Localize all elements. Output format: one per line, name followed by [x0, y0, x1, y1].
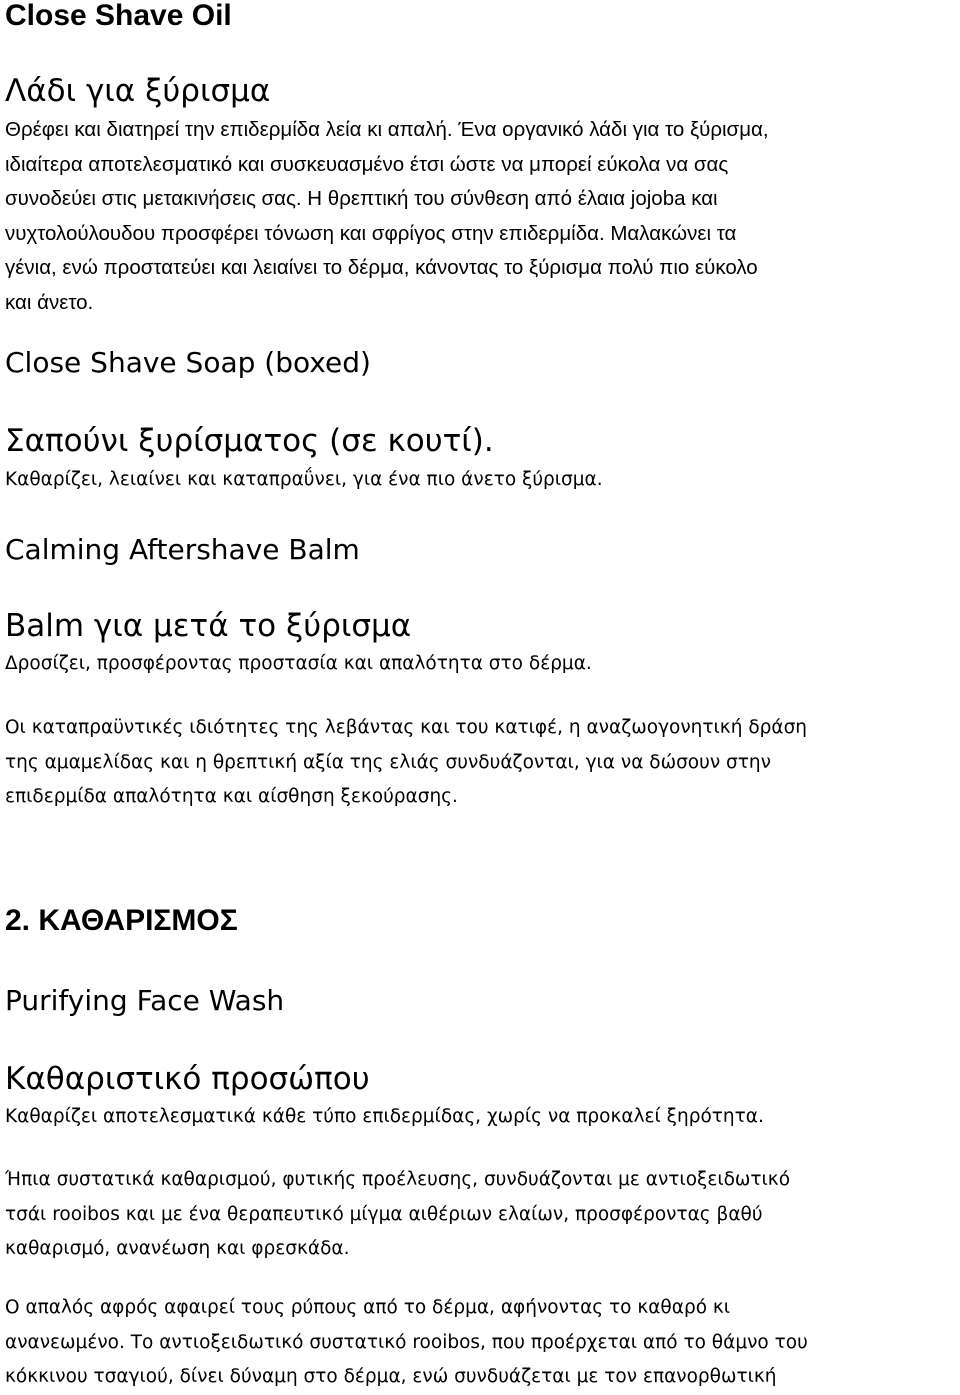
product-subtitle-close-shave-soap: Σαπούνι ξυρίσματος (σε κουτί). [5, 423, 494, 459]
description-line: Οι καταπραϋντικές ιδιότητες της λεβάντας και του κατιφέ, η αναζωογονητική δράση [5, 717, 808, 738]
product-title-purifying-face-wash: Purifying Face Wash [5, 984, 285, 1017]
description-line: νυχτολούλουδου προσφέρει τόνωση και σφρίγος στην επιδερμίδα. Μαλακώνει τα [5, 221, 737, 245]
description-line: Θρέφει και διατηρεί την επιδερμίδα λεία κι απαλή. Ένα οργανικό λάδι για το ξύρισμα, [5, 118, 769, 141]
product-title-calming-aftershave-balm: Calming Aftershave Balm [5, 533, 360, 566]
product-title-close-shave-oil: Close Shave Oil [5, 0, 232, 32]
description-line: συνοδεύει στις μετακινήσεις σας. Η θρεπτική του σύνθεση από έλαια jojoba και [5, 187, 718, 210]
product-description-close-shave-soap: Καθαρίζει, λειαίνει και καταπραΰνει, για ένα πιο άνετο ξύρισμα. [5, 469, 603, 490]
description-line: κόκκινου τσαγιού, δίνει δύναμη στο δέρμα, ενώ συνδυάζεται με τον επανορθωτική [5, 1366, 777, 1387]
product-summary-calming-aftershave-balm: Δροσίζει, προσφέροντας προστασία και απαλότητα στο δέρμα. [5, 653, 592, 674]
description-line: επιδερμίδα απαλότητα και αίσθηση ξεκούρασης. [5, 786, 458, 807]
product-description-calming-aftershave-balm [5, 711, 956, 815]
product-description-purifying-face-wash-b [5, 1291, 956, 1395]
description-line: Ο απαλός αφρός αφαιρεί τους ρύπους από το δέρμα, αφήνοντας το καθαρό κι [5, 1297, 731, 1318]
product-description-close-shave-oil [5, 113, 769, 320]
product-subtitle-calming-aftershave-balm: Balm για μετά το ξύρισμα [5, 608, 412, 644]
product-subtitle-purifying-face-wash: Καθαριστικό προσώπου [5, 1061, 370, 1097]
product-subtitle-close-shave-oil: Λάδι για ξύρισμα [5, 73, 271, 109]
description-line: τσάι rooibos και με ένα θεραπευτικό μίγμα αιθέριων ελαίων, προσφέροντας βαθύ [5, 1203, 763, 1225]
description-line: γένια, ενώ προστατεύει και λειαίνει το δέρμα, κάνοντας το ξύρισμα πολύ πιο εύκολο [5, 256, 758, 279]
description-line: ιδιαίτερα αποτελεσματικό και συσκευασμένο έτσι ώστε να μπορεί εύκολα να σας [5, 152, 729, 176]
description-line: ανανεωμένο. Το αντιοξειδωτικό συστατικό rooibos, που προέρχεται από το θάμνο του [5, 1331, 808, 1353]
section-heading-cleansing: 2. ΚΑΘΑΡΙΣΜΟΣ [5, 904, 238, 937]
description-line: Ήπια συστατικά καθαρισμού, φυτικής προέλευσης, συνδυάζονται με αντιοξειδωτικό [5, 1169, 791, 1190]
product-title-close-shave-soap: Close Shave Soap (boxed) [5, 346, 371, 379]
description-line: καθαρισμό, ανανέωση και φρεσκάδα. [5, 1238, 350, 1259]
product-summary-purifying-face-wash: Καθαρίζει αποτελεσματικά κάθε τύπο επιδερμίδας, χωρίς να προκαλεί ξηρότητα. [5, 1106, 764, 1127]
product-description-purifying-face-wash-a [5, 1163, 956, 1267]
description-line: και άνετο. [5, 290, 94, 314]
description-line: της αμαμελίδας και η θρεπτική αξία της ελιάς συνδυάζονται, για να δώσουν στην [5, 751, 771, 773]
